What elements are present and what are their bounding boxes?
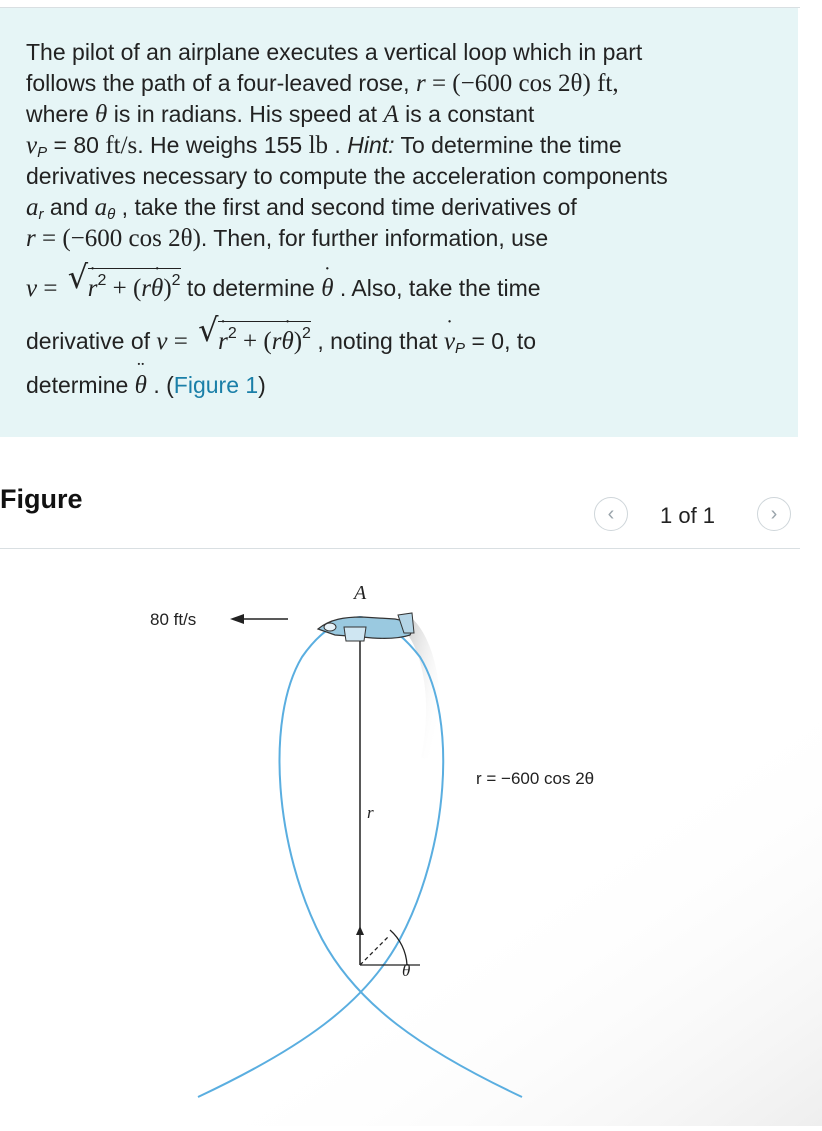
- figure-heading: Figure: [0, 484, 83, 514]
- theta-label: θ: [402, 961, 411, 980]
- problem-line: derivative of v = √ ˙ $r^2$ + (r˙ θ)$^2$ , noting that ˙ $v_P = 0$, to: [26, 304, 766, 360]
- speed-label: 80 ft/s: [150, 610, 197, 629]
- problem-panel: [0, 8, 798, 437]
- problem-line: determine ¨ θ . (Figure 1): [26, 360, 766, 408]
- problem-line: v = √ ˙ $r^2$ + (r˙ θ)$^2$ to determine ˙ θ . Also, take the time: [26, 254, 766, 304]
- speed-formula: √ ˙ $r^2$ + (r˙ θ)$^2$: [68, 268, 181, 307]
- problem-line: $v_P = 80$ ft/s. He weighs 155 lb . Hint: To determine the time: [26, 132, 622, 161]
- r-label: r: [367, 803, 374, 822]
- figure-counter: 1 of 1: [660, 503, 716, 528]
- loop-diagram: [0, 549, 822, 1126]
- problem-text: [26, 37, 766, 408]
- problem-line: where θ is in radians. His speed at A is a constant: [26, 101, 535, 128]
- problem-line: $a_r$ and $a_\theta$ , take the first and second time derivatives of: [26, 194, 577, 223]
- figure-area: [0, 549, 822, 1126]
- curve-equation-label: r = −600 cos 2θ: [476, 769, 595, 788]
- point-a-label: A: [354, 582, 367, 604]
- chevron-left-icon: ‹: [607, 502, 615, 525]
- chevron-right-icon: ›: [770, 502, 778, 525]
- hint-label: Hint:: [347, 132, 395, 158]
- rose-expression: (−600 cos 2θ): [452, 70, 591, 97]
- problem-line: The pilot of an airplane executes a vertical loop which in part: [26, 39, 643, 65]
- next-figure-button[interactable]: [757, 497, 791, 531]
- problem-line: r = (−600 cos 2θ). Then, for further information, use: [26, 225, 549, 252]
- previous-figure-button[interactable]: [594, 497, 628, 531]
- problem-line: derivatives necessary to compute the acceleration components: [26, 163, 668, 189]
- figure-link[interactable]: Figure 1: [173, 372, 259, 398]
- speed-formula: √ ˙ $r^2$ + (r˙ θ)$^2$: [198, 321, 311, 360]
- problem-line: follows the path of a four-leaved rose, r = (−600 cos 2θ) ft,: [26, 70, 619, 97]
